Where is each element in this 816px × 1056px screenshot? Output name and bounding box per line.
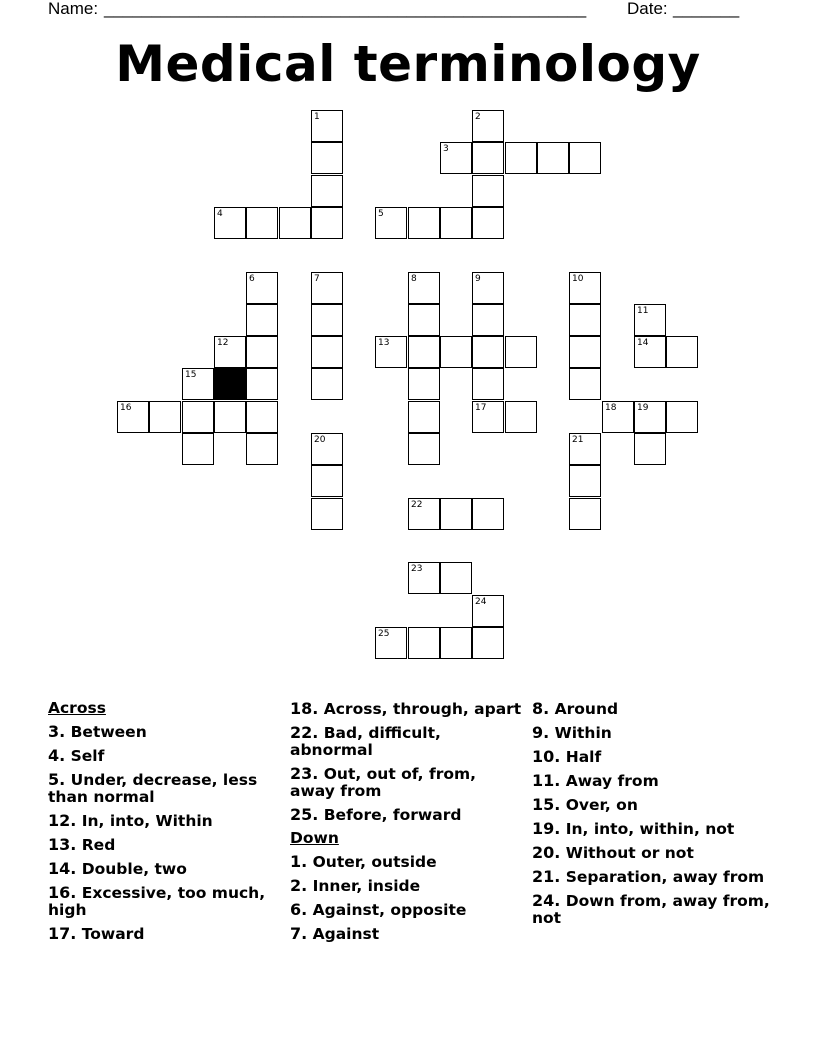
clue-number: 16. — [48, 883, 77, 902]
clue-number: 3. — [48, 722, 66, 741]
clue-number: 1. — [290, 852, 308, 871]
date-field[interactable]: _______ — [673, 0, 740, 18]
clue-text: Over, on — [560, 796, 638, 814]
clue-text: In, into, within, not — [560, 820, 735, 838]
grid-cell[interactable] — [246, 207, 278, 239]
clue-item — [532, 724, 772, 742]
clue-number-label: 12 — [217, 338, 229, 348]
grid-cell[interactable] — [311, 110, 343, 142]
clue-number: 14. — [48, 859, 77, 878]
clue-item — [290, 806, 522, 824]
clue-number-label: 25 — [378, 629, 390, 639]
grid-cell[interactable] — [311, 368, 343, 400]
grid-cell[interactable] — [408, 433, 440, 465]
clue-item — [48, 884, 280, 919]
clue-number: 6. — [290, 900, 308, 919]
grid-cell[interactable] — [214, 207, 246, 239]
grid-cell[interactable] — [537, 142, 569, 174]
clue-number-label: 10 — [572, 274, 584, 284]
grid-cell[interactable] — [634, 433, 666, 465]
grid-cell[interactable] — [408, 562, 440, 594]
clue-text: Outer, outside — [307, 853, 437, 871]
grid-cell[interactable] — [246, 368, 278, 400]
clue-item — [532, 868, 772, 886]
clue-text: Separation, away from — [560, 868, 765, 886]
grid-cell[interactable] — [569, 304, 601, 336]
clue-item — [48, 747, 280, 765]
grid-cell[interactable] — [311, 336, 343, 368]
grid-cell[interactable] — [408, 498, 440, 530]
clue-number-label: 3 — [443, 144, 449, 154]
clue-text: Out, out of, from, away from — [290, 765, 477, 800]
clue-text: Inner, inside — [307, 877, 421, 895]
grid-cell[interactable] — [472, 272, 504, 304]
clue-column-3 — [532, 700, 772, 933]
clue-number: 21. — [532, 867, 561, 886]
clue-item — [48, 860, 280, 878]
grid-cell[interactable] — [311, 175, 343, 207]
grid-cell[interactable] — [666, 336, 698, 368]
clue-item — [532, 892, 772, 927]
clue-text: Without or not — [560, 844, 694, 862]
grid-cell[interactable] — [472, 368, 504, 400]
grid-cell[interactable] — [634, 304, 666, 336]
clue-item — [290, 765, 522, 800]
grid-cell[interactable] — [472, 142, 504, 174]
clue-text: Under, decrease, less than normal — [48, 771, 258, 806]
grid-cell[interactable] — [375, 336, 407, 368]
clue-number: 5. — [48, 770, 66, 789]
clue-number-label: 11 — [637, 306, 649, 316]
grid-cell[interactable] — [182, 401, 214, 433]
grid-cell[interactable] — [311, 304, 343, 336]
grid-cell[interactable] — [440, 142, 472, 174]
grid-cell[interactable] — [569, 336, 601, 368]
clue-number: 9. — [532, 723, 550, 742]
clue-number: 24. — [532, 891, 561, 910]
clue-text: In, into, Within — [76, 812, 213, 830]
grid-cell[interactable] — [408, 401, 440, 433]
clue-text: Between — [65, 723, 147, 741]
clue-text: Around — [549, 700, 619, 718]
clue-number: 17. — [48, 924, 77, 943]
grid-cell[interactable] — [472, 175, 504, 207]
grid-cell[interactable] — [182, 433, 214, 465]
clue-number: 11. — [532, 771, 561, 790]
grid-cell[interactable] — [182, 368, 214, 400]
clue-text: Down from, away from, not — [532, 892, 770, 927]
grid-cell[interactable] — [634, 401, 666, 433]
grid-cell[interactable] — [408, 304, 440, 336]
grid-cell[interactable] — [440, 627, 472, 659]
grid-cell[interactable] — [472, 498, 504, 530]
name-field[interactable]: ___________________________________________________ — [104, 0, 587, 18]
clue-item — [290, 925, 522, 943]
grid-cell[interactable] — [408, 368, 440, 400]
clue-number: 4. — [48, 746, 66, 765]
grid-cell[interactable] — [569, 465, 601, 497]
clue-text: Red — [76, 836, 116, 854]
clue-item — [532, 820, 772, 838]
clue-number: 2. — [290, 876, 308, 895]
clue-item — [290, 901, 522, 919]
clue-text: Double, two — [76, 860, 187, 878]
grid-cell[interactable] — [472, 110, 504, 142]
clue-heading: Down — [290, 829, 339, 847]
clue-text: Self — [65, 747, 105, 765]
clue-heading: Across — [48, 699, 106, 717]
clue-number-label: 9 — [475, 274, 481, 284]
grid-cell[interactable] — [149, 401, 181, 433]
grid-cell[interactable] — [408, 336, 440, 368]
clue-item — [48, 836, 280, 854]
clue-text: Half — [560, 748, 602, 766]
grid-cell[interactable] — [505, 142, 537, 174]
clue-number: 8. — [532, 699, 550, 718]
clue-item — [48, 925, 280, 943]
grid-cell[interactable] — [634, 336, 666, 368]
clue-number: 23. — [290, 764, 319, 783]
grid-cell[interactable] — [569, 142, 601, 174]
clue-column-1 — [48, 700, 280, 949]
clue-item — [48, 723, 280, 741]
grid-cell[interactable] — [311, 433, 343, 465]
grid-cell[interactable] — [246, 433, 278, 465]
grid-cell[interactable] — [505, 401, 537, 433]
grid-cell[interactable] — [246, 272, 278, 304]
grid-cell[interactable] — [375, 207, 407, 239]
clue-number: 10. — [532, 747, 561, 766]
grid-cell[interactable] — [569, 433, 601, 465]
clue-number: 22. — [290, 723, 319, 742]
clue-item — [290, 853, 522, 871]
clue-item — [532, 700, 772, 718]
clue-number-label: 5 — [378, 209, 384, 219]
clue-number: 20. — [532, 843, 561, 862]
clue-number: 19. — [532, 819, 561, 838]
grid-cell[interactable] — [472, 336, 504, 368]
clue-item — [48, 771, 280, 806]
clue-number-label: 13 — [378, 338, 390, 348]
grid-cell[interactable] — [569, 368, 601, 400]
grid-cell[interactable] — [246, 304, 278, 336]
clue-item — [290, 724, 522, 759]
clue-number: 7. — [290, 924, 308, 943]
clue-number-label: 15 — [185, 370, 197, 380]
grid-cell[interactable] — [569, 272, 601, 304]
clue-text: Against — [307, 925, 380, 943]
grid-cell[interactable] — [311, 207, 343, 239]
clue-item — [48, 812, 280, 830]
grid-cell[interactable] — [472, 595, 504, 627]
grid-cell[interactable] — [472, 207, 504, 239]
clue-number-label: 17 — [475, 403, 487, 413]
clue-text: Across, through, apart — [318, 700, 522, 718]
clue-item — [532, 844, 772, 862]
grid-cell[interactable] — [408, 207, 440, 239]
clue-number-label: 22 — [411, 500, 423, 510]
grid-cell[interactable] — [214, 401, 246, 433]
clue-number-label: 21 — [572, 435, 584, 445]
clue-column-2 — [290, 700, 522, 949]
clue-number-label: 2 — [475, 112, 481, 122]
grid-cell[interactable] — [408, 627, 440, 659]
grid-cell[interactable] — [408, 272, 440, 304]
date-label: Date: — [627, 0, 668, 18]
clue-number: 13. — [48, 835, 77, 854]
clue-number-label: 6 — [249, 274, 255, 284]
clue-number: 15. — [532, 795, 561, 814]
clue-number-label: 4 — [217, 209, 223, 219]
grid-cell[interactable] — [311, 465, 343, 497]
grid-cell[interactable] — [569, 498, 601, 530]
clue-text: Toward — [76, 925, 145, 943]
clue-number-label: 1 — [314, 112, 320, 122]
clue-number: 18. — [290, 699, 319, 718]
grid-cell[interactable] — [375, 627, 407, 659]
clue-number-label: 14 — [637, 338, 649, 348]
grid-cell[interactable] — [311, 498, 343, 530]
clue-number-label: 19 — [637, 403, 649, 413]
grid-cell[interactable] — [246, 401, 278, 433]
grid-cell[interactable] — [440, 336, 472, 368]
grid-cell[interactable] — [505, 336, 537, 368]
clue-number: 12. — [48, 811, 77, 830]
clue-text: Away from — [560, 772, 659, 790]
clue-item — [532, 796, 772, 814]
clue-item — [532, 772, 772, 790]
clue-item — [532, 748, 772, 766]
clue-text: Excessive, too much, high — [48, 884, 266, 919]
grid-cell[interactable] — [666, 401, 698, 433]
clue-text: Within — [549, 724, 612, 742]
clue-number-label: 16 — [120, 403, 132, 413]
grid-cell[interactable] — [214, 336, 246, 368]
grid-cell[interactable] — [602, 401, 634, 433]
grid-cell[interactable] — [311, 142, 343, 174]
name-label: Name: — [48, 0, 99, 18]
grid-cell[interactable] — [246, 336, 278, 368]
clue-text: Before, forward — [318, 806, 462, 824]
grid-block — [214, 368, 246, 400]
clue-item — [290, 877, 522, 895]
grid-cell[interactable] — [472, 304, 504, 336]
grid-cell[interactable] — [472, 627, 504, 659]
clue-number-label: 8 — [411, 274, 417, 284]
grid-cell[interactable] — [472, 401, 504, 433]
clue-number-label: 23 — [411, 564, 423, 574]
grid-cell[interactable] — [440, 498, 472, 530]
clue-number-label: 18 — [605, 403, 617, 413]
grid-cell[interactable] — [311, 272, 343, 304]
grid-cell[interactable] — [440, 562, 472, 594]
clue-number-label: 20 — [314, 435, 326, 445]
page-title: Medical terminology — [115, 35, 701, 93]
clue-number-label: 24 — [475, 597, 487, 607]
grid-cell[interactable] — [117, 401, 149, 433]
grid-cell[interactable] — [440, 207, 472, 239]
clue-text: Against, opposite — [307, 901, 467, 919]
clue-number-label: 7 — [314, 274, 320, 284]
clue-item — [290, 700, 522, 718]
clue-text: Bad, difficult, abnormal — [290, 724, 441, 759]
clue-number: 25. — [290, 805, 319, 824]
grid-cell[interactable] — [279, 207, 311, 239]
